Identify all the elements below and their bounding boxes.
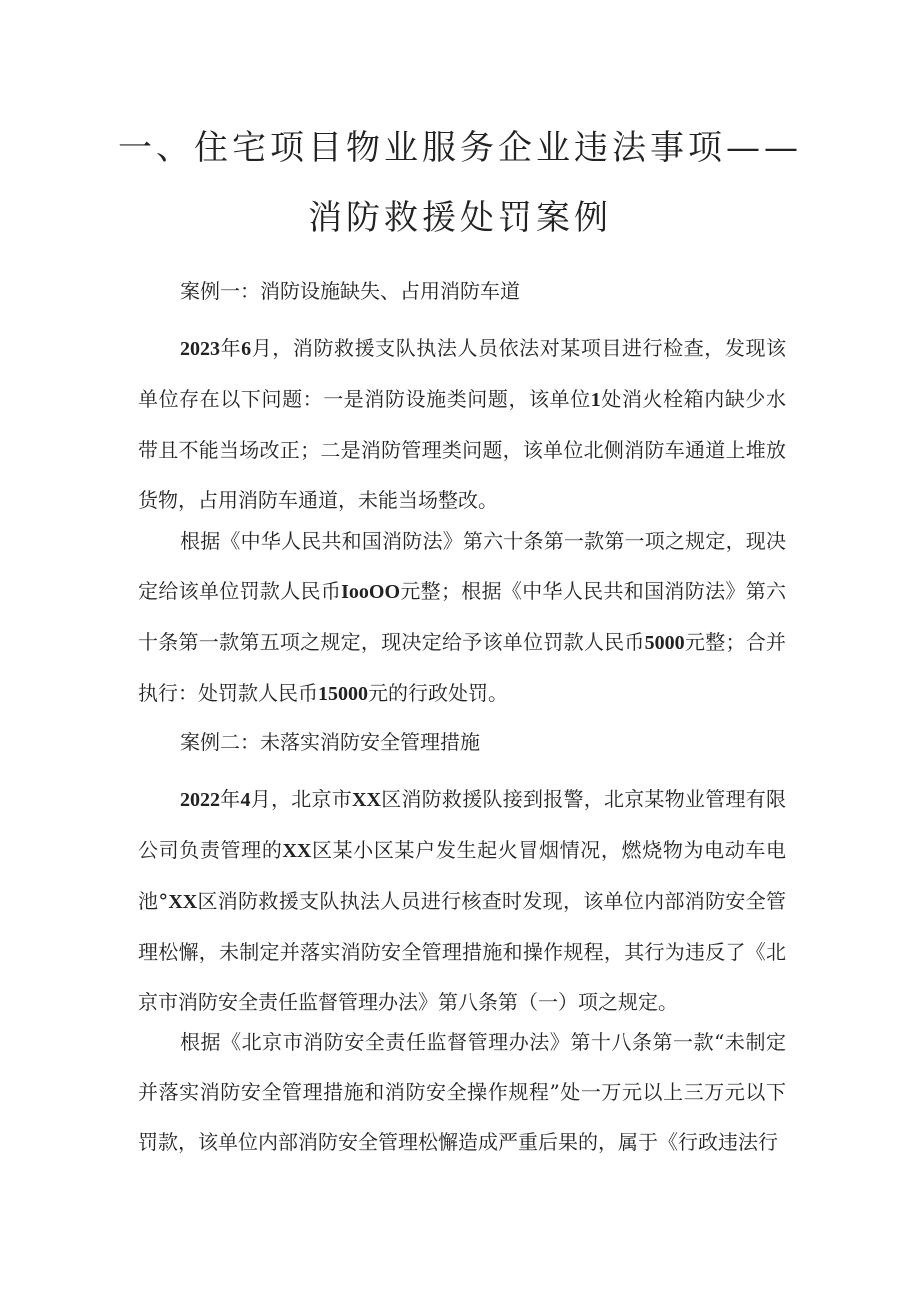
case-1-fine-3: 15000 [318,683,368,705]
text-run: 区消防救援队接到报警，北京某物业管理有限公司负责管理的 [138,787,787,862]
case-2-xx-1: XX [352,789,381,811]
text-run: 根据《中华人民共和国消防法》第六十条第一款第一项之规定，现决定给该单位罚款人民币 [138,529,786,603]
case-2-heading: 案例二：未落实消防安全管理措施 [180,730,480,754]
case-2-paragraph-2: 根据《北京市消防安全责任监督管理办法》第十八条第一款“未制定并落实消防安全管理措施和消防安全操作规程”处一万元以上三万元以下罚款，该单位内部消防安全管理松懈造成严重后果的，属于《行政违法行 [138,1030,786,1154]
case-1-month: 6 [241,338,252,360]
case-1-fine-1: IooOO [341,581,401,603]
case-1-count: 1 [590,389,601,411]
text-run: 元整；根据《中华人民共和国消防法》第六十条第一款第五项之规定，现决定给予该单位罚款人民币 [138,579,787,654]
case-2-xx-3: XX [168,891,198,913]
text-run: 处消火栓箱内缺少水带且不能当场改正；二是消防管理类问题，该单位北侧消防车通道上堆放货物，占用消防车通道，未能当场整改。 [138,387,787,512]
text-run: 年 [220,787,241,811]
text-run: 区某小区某户发生起火冒烟情况，燃烧物为电动车电池° [138,838,787,913]
case-1-heading: 案例一：消防设施缺失、占用消防车道 [180,279,520,303]
case-1-year: 2023 [180,338,220,360]
case-1-paragraph-2 [138,516,786,719]
text-run: 年 [220,336,242,360]
document-title-line-1: 一、住宅项目物业服务企业违法事项—— [118,128,802,168]
text-run: 元整；合并执行：处罚款人民币 [138,630,787,705]
case-2-xx-2: XX [282,840,312,862]
text-run: 月，消防救援支队执法人员依法对某项目进行检查，发现该单位存在以下问题：一是消防设施类问题，该单位 [138,336,787,411]
text-run: 区消防救援支队执法人员进行核查时发现，该单位内部消防安全管理松懈，未制定并落实消防安全管理措施和操作规程，其行为违反了《北京市消防安全责任监督管理办法》第八条第（一）项之规定。 [138,889,787,1014]
document-title-line-2: 消防救援处罚案例 [308,198,612,238]
case-1-paragraph-1 [138,323,786,525]
case-2-month: 4 [240,789,251,811]
text-run: 月，北京市 [250,787,353,811]
case-1-fine-2: 5000 [644,632,685,654]
case-2-year: 2022 [180,789,220,811]
case-2-paragraph-1 [138,774,786,1027]
text-run: 元的行政处罚。 [368,681,508,705]
